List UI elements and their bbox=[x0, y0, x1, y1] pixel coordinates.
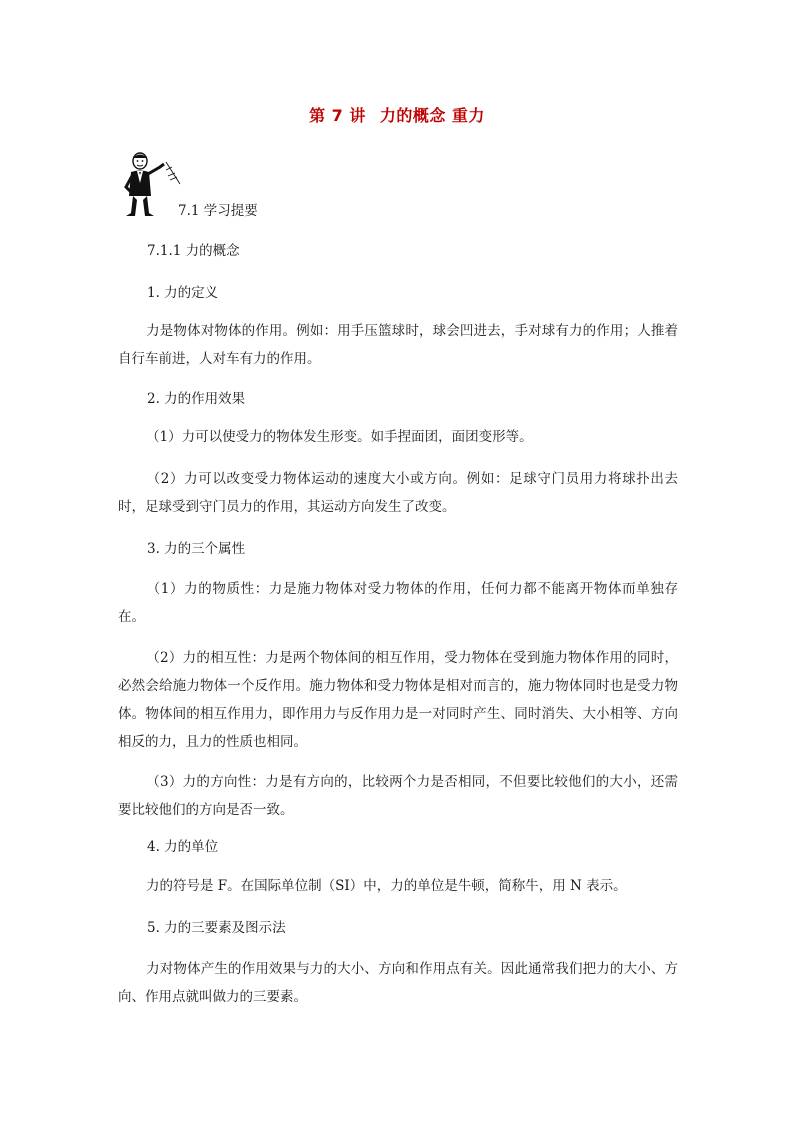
paragraph-three-elements: 力对物体产生的作用效果与力的大小、方向和作用点有关。因此通常我们把力的大小、方向、作用点就叫做力的三要素。 bbox=[118, 961, 678, 1005]
lecture-topic: 力的概念 重力 bbox=[379, 106, 485, 125]
paragraph-effect-deformation: （1）力可以使受力的物体发生形变。如手捏面团，面团变形等。 bbox=[146, 429, 533, 445]
heading-three-elements: 5. 力的三要素及图示法 bbox=[147, 920, 286, 936]
paragraph-force-definition: 力是物体对物体的作用。例如：用手压篮球时，球会凹进去，手对球有力的作用；人推着自行车前进，人对车有力的作用。 bbox=[118, 323, 678, 367]
section-heading-7-1: 7.1 学习提要 bbox=[178, 203, 258, 219]
heading-force-effects: 2. 力的作用效果 bbox=[147, 391, 246, 407]
paragraph-effect-motion: （2）力可以改变受力物体运动的速度大小或方向。例如：足球守门员用力将球扑出去时，足球受到守门员力的作用，其运动方向发生了改变。 bbox=[118, 471, 678, 515]
paragraph-property-mutual: （2）力的相互性：力是两个物体间的相互作用，受力物体在受到施力物体作用的同时，必然会给施力物体一个反作用。施力物体和受力物体是相对而言的，施力物体同时也是受力物体。物体间的相互作用力，即作用力与反作用力是一对同时产生、同时消失、大小相等、方向相反的力，且力的性质也相同。 bbox=[118, 650, 678, 750]
lecture-number: 第 7 讲 bbox=[309, 106, 366, 125]
paragraph-property-material: （1）力的物质性：力是施力物体对受力物体的作用，任何力都不能离开物体而单独存在。 bbox=[118, 581, 678, 625]
heading-force-definition: 1. 力的定义 bbox=[147, 285, 219, 301]
heading-force-properties: 3. 力的三个属性 bbox=[147, 541, 246, 557]
subsection-heading-7-1-1: 7.1.1 力的概念 bbox=[147, 243, 240, 259]
heading-force-unit: 4. 力的单位 bbox=[147, 839, 219, 855]
paragraph-force-unit: 力的符号是 F。在国际单位制（SI）中，力的单位是牛顿，简称牛，用 N 表示。 bbox=[146, 878, 627, 894]
teacher-pointing-illustration bbox=[120, 150, 182, 218]
page-title bbox=[0, 103, 794, 126]
paragraph-property-direction: （3）力的方向性：力是有方向的，比较两个力是否相同，不但要比较他们的大小，还需要比较他们的方向是否一致。 bbox=[118, 774, 678, 818]
